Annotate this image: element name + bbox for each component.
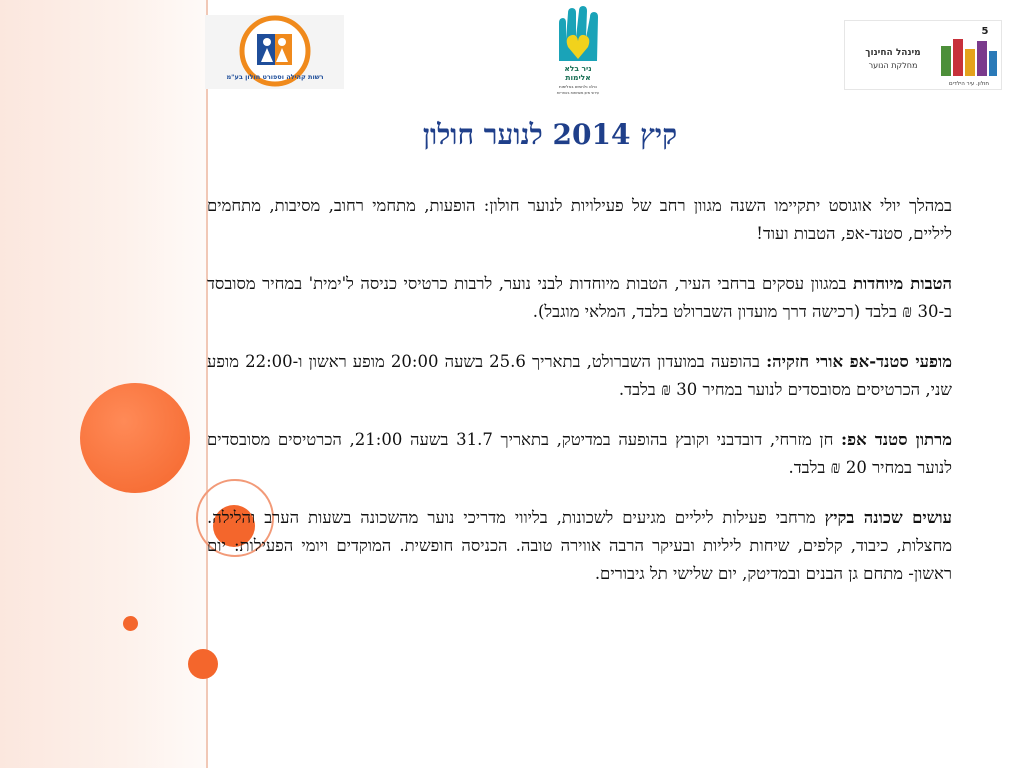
paragraph-heading: מרתון סטנד אפ: xyxy=(841,430,953,449)
center-logo-line2: אלימות xyxy=(565,73,591,82)
large-orange-circle xyxy=(80,383,190,493)
standup-marathon-paragraph xyxy=(207,426,952,482)
hand-heart-logo xyxy=(550,3,606,98)
center-logo-line4: עירוני מזון משחתות באחריות xyxy=(556,91,600,95)
paragraph-heading: מופעי סטנד-אפ אורי חזקיה: xyxy=(766,352,952,371)
right-logo-line2: מחלקת הנוער xyxy=(868,61,918,70)
right-logo-line1: מינהל החינוך xyxy=(865,48,921,58)
paragraph-text: חן מזרחי, דובדבני וקובץ בהופעה במדיטק, בתאריך 31.7 בשעה 21:00, הכרטיסים מסובסדים לנוער במחיר 20 ₪ בלבד. xyxy=(207,430,952,477)
decorative-sidebar xyxy=(0,0,206,768)
page-title: קיץ 2014 לנוער חולון xyxy=(422,118,678,151)
education-administration-logo xyxy=(844,20,1002,90)
small-orange-circle xyxy=(188,649,218,679)
center-logo-line1: ניר בלא xyxy=(564,64,592,73)
special-benefits-paragraph xyxy=(207,270,952,326)
paragraph-text: במגוון עסקים ברחבי העיר, הטבות מיוחדות לבני נוער, לרבות כרטיסי כניסה ל'ימית' במחיר מסובסד ב-30 ₪ בלבד (רכישה דרך מועדון השברולט בלבד, המלאי מוגבל). xyxy=(207,274,952,321)
svg-text:5: 5 xyxy=(981,26,989,37)
intro-paragraph xyxy=(207,192,952,248)
community-sport-logo xyxy=(205,15,344,89)
paragraph-text: במהלך יולי אוגוסט יתקיימו השנה מגוון רחב של פעילויות לנוער חולון: הופעות, מתחמי רחוב, מסיבות, מתחמים ליליים, סטנד-אפ, הטבות ועוד! xyxy=(207,196,952,243)
neighborhood-summer-paragraph xyxy=(207,504,952,588)
right-logo-line3: חולון. עיר הילדים xyxy=(948,81,990,87)
paragraph-heading: עושים שכונה בקיץ xyxy=(824,508,952,527)
main-content xyxy=(207,192,952,610)
community-logo-caption: רשות קהילה וספורט חולון בע"מ xyxy=(226,73,324,81)
tiny-orange-circle xyxy=(123,616,138,631)
paragraph-text: מרחבי פעילות ליליים מגיעים לשכונות, בליווי מדריכי נוער מהשכונה בשעות הערב והלילה. מחצלות, כיבוד, קלפים, שיחות ליליות ובעיקר הרבה אווירה טובה. הכניסה חופשית. המוקדים ויומי הפעילות: יום ראשון- מתחם גן הבנים ובמדיטק, יום שלישי תל גיבורים. xyxy=(207,508,952,583)
center-logo-line3: כולנו נלחמים באלימות xyxy=(558,84,598,89)
paragraph-heading: הטבות מיוחדות xyxy=(852,274,952,293)
standup-shows-paragraph xyxy=(207,348,952,404)
paragraph-text: בהופעה במועדון השברולט, בתאריך 25.6 בשעה 20:00 מופע ראשון ו-22:00 מופע שני, הכרטיסים מסובסדים לנוער במחיר 30 ₪ בלבד. xyxy=(207,352,952,399)
